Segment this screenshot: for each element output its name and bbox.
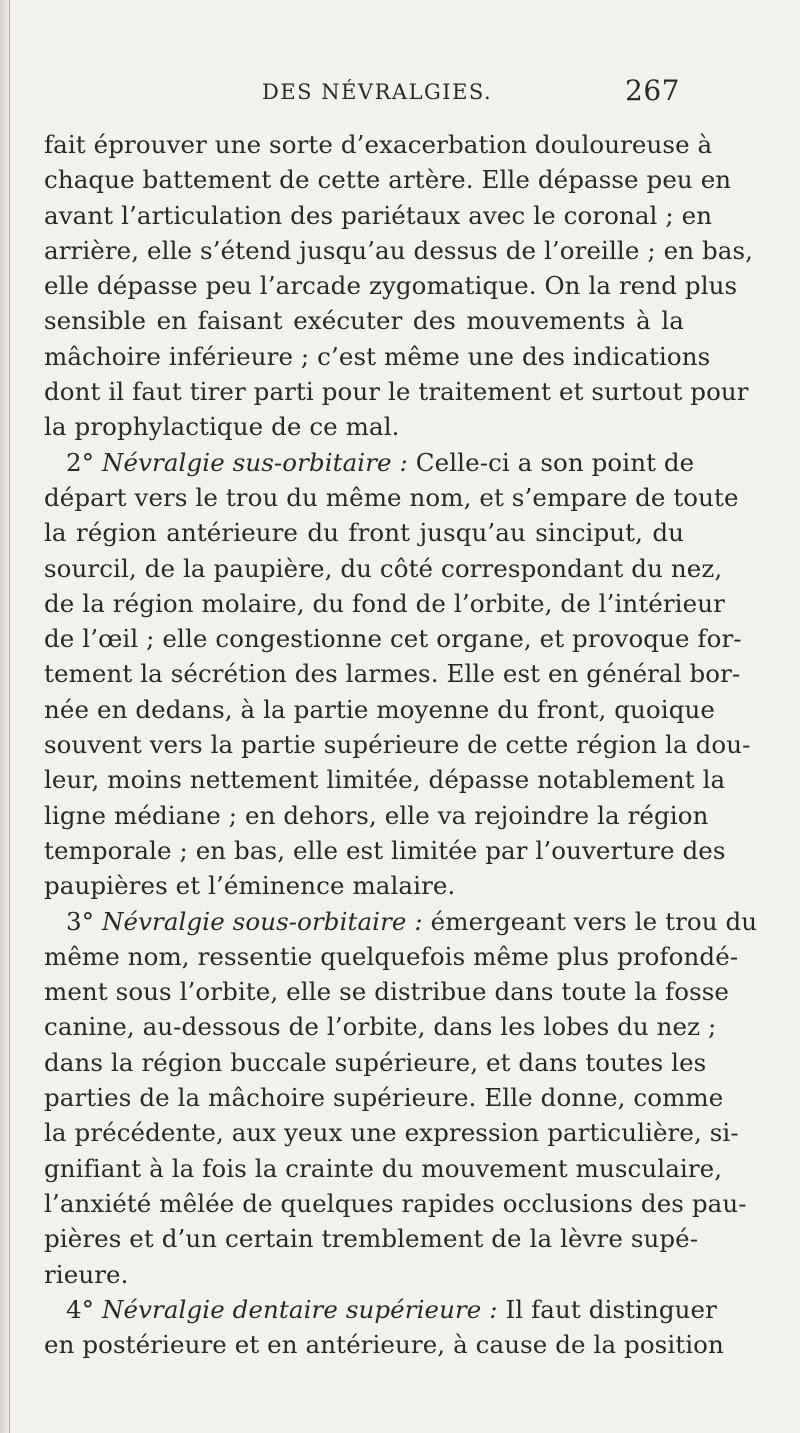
text-line: paupières et l’éminence malaire. bbox=[44, 871, 456, 901]
section-heading-line bbox=[44, 445, 695, 480]
text-line: gnifiant à la fois la crainte du mouvement musculaire, bbox=[44, 1153, 723, 1183]
text-line: souvent vers la partie supérieure de cette région la dou- bbox=[44, 730, 751, 760]
section-heading-line bbox=[44, 1292, 717, 1327]
text-line: arrière, elle s’étend jusqu’au dessus de l’oreille ; en bas, bbox=[44, 235, 754, 265]
text-line: dans la région buccale supérieure, et dans toutes les bbox=[44, 1047, 707, 1077]
text-line: tement la sécrétion des larmes. Elle est en général bor- bbox=[44, 659, 741, 689]
text-line: départ vers le trou du même nom, et s’empare de toute bbox=[44, 482, 739, 512]
running-title: DES NÉVRALGIES. bbox=[262, 80, 493, 104]
text-line: mâchoire inférieure ; c’est même une des indications bbox=[44, 341, 711, 371]
text-line: elle dépasse peu l’arcade zygomatique. On la rend plus bbox=[44, 271, 738, 301]
text-line: pières et d’un certain tremblement de la lèvre supé- bbox=[44, 1224, 699, 1254]
text-line: la région antérieure du front jusqu’au sinciput, du bbox=[44, 518, 684, 548]
text-line: la prophylactique de ce mal. bbox=[44, 412, 400, 442]
text-line: sensible en faisant exécuter des mouvements à la bbox=[44, 306, 684, 336]
section-title: Névralgie sus-orbitaire : bbox=[101, 447, 408, 477]
text-line: parties de la mâchoire supérieure. Elle donne, comme bbox=[44, 1083, 724, 1113]
text-line: fait éprouver une sorte d’exacerbation douloureuse à bbox=[44, 130, 713, 159]
text-line: canine, au-dessous de l’orbite, dans les lobes du nez ; bbox=[44, 1012, 717, 1042]
text-line: dont il faut tirer parti pour le traitement et surtout pour bbox=[44, 377, 749, 407]
section-text: Celle-ci a son point de bbox=[415, 447, 695, 477]
text-line: même nom, ressentie quelquefois même plus profondé- bbox=[44, 941, 739, 971]
text-line: la précédente, aux yeux une expression particulière, si- bbox=[44, 1118, 739, 1148]
section-number: 3° bbox=[66, 906, 95, 936]
body-text bbox=[44, 127, 758, 1362]
section-number: 2° bbox=[66, 447, 95, 477]
text-line: rieure. bbox=[44, 1259, 129, 1289]
text-line: de l’œil ; elle congestionne cet organe, et provoque for- bbox=[44, 624, 742, 654]
text-line: ment sous l’orbite, elle se distribue dans toute la fosse bbox=[44, 977, 730, 1007]
text-line: ligne médiane ; en dehors, elle va rejoindre la région bbox=[44, 800, 709, 830]
page-binding-edge bbox=[0, 0, 12, 1433]
section-number: 4° bbox=[66, 1294, 95, 1324]
text-line: l’anxiété mêlée de quelques rapides occlusions des pau- bbox=[44, 1188, 747, 1218]
text-line: leur, moins nettement limitée, dépasse notablement la bbox=[44, 765, 726, 795]
section-heading-line bbox=[44, 904, 758, 939]
page-number: 267 bbox=[625, 74, 680, 107]
section-text: émergeant vers le trou du bbox=[430, 906, 758, 936]
text-line: temporale ; en bas, elle est limitée par l’ouverture des bbox=[44, 835, 726, 865]
text-line: en postérieure et en antérieure, à cause de la position bbox=[44, 1330, 724, 1360]
section-title: Névralgie sous-orbitaire : bbox=[101, 906, 423, 936]
text-line: de la région molaire, du fond de l’orbite, de l’intérieur bbox=[44, 588, 725, 618]
section-title: Névralgie dentaire supérieure : bbox=[101, 1294, 498, 1324]
text-line: chaque battement de cette artère. Elle dépasse peu en bbox=[44, 165, 732, 195]
text-line: avant l’articulation des pariétaux avec le coronal ; en bbox=[44, 200, 713, 230]
page-header bbox=[42, 74, 680, 110]
text-line: sourcil, de la paupière, du côté correspondant du nez, bbox=[44, 553, 723, 583]
section-text: Il faut distinguer bbox=[505, 1294, 717, 1324]
text-line: née en dedans, à la partie moyenne du front, quoique bbox=[44, 694, 715, 724]
